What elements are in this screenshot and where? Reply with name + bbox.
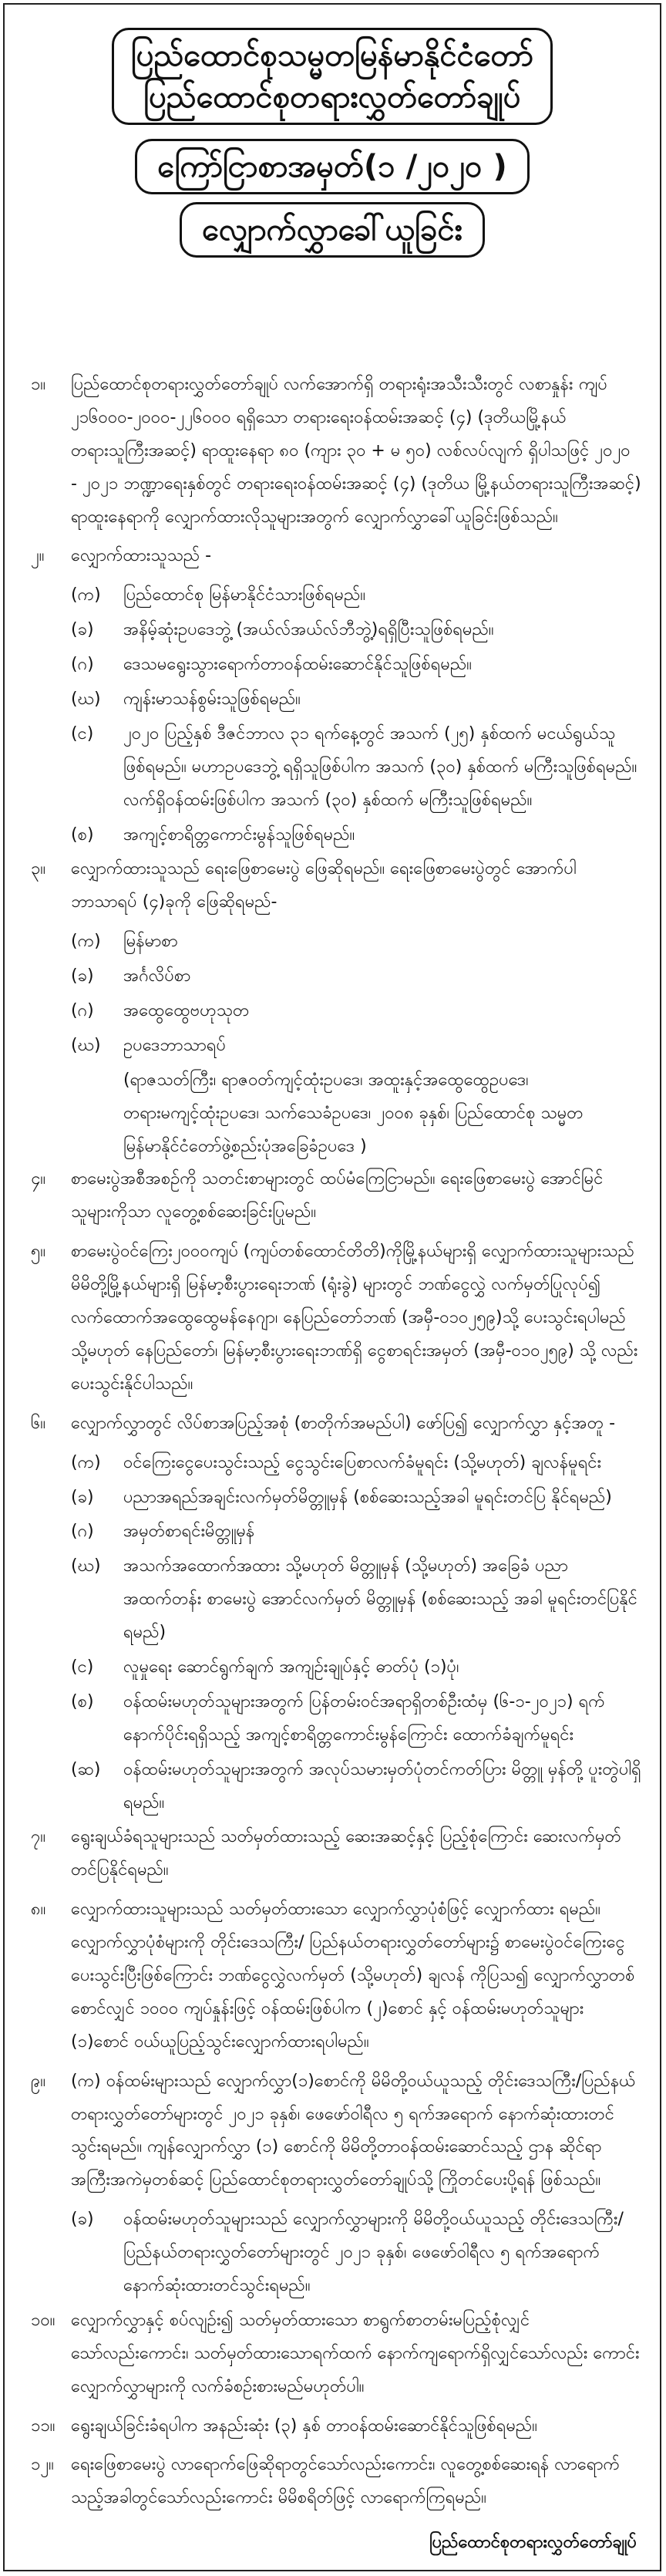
list-item: [31, 1482, 641, 1515]
item-mark: (ခ): [71, 620, 94, 640]
paragraph-1: [31, 369, 641, 534]
item-text: အမှတ်စာရင်းမိတ္တူမှန်: [123, 1522, 255, 1542]
item-mark: (ဂ): [71, 1522, 94, 1542]
list-item: [31, 960, 641, 993]
list-item: [31, 579, 641, 612]
item-text: ဝန်ထမ်းမဟုတ်သူများအတွက် အလုပ်သမားမှတ်ပုံတင်ကတ်ပြား မိတ္တူ မှန်တို့ ပူးတွဲပါရှိရမည်။: [123, 1759, 641, 1812]
list-item: [31, 995, 641, 1028]
paragraph-5: [31, 1236, 641, 1401]
paragraph-number: ၁။: [31, 375, 46, 394]
list-item: [31, 1686, 641, 1752]
item-mark: (စ): [71, 824, 94, 845]
item-mark: (က): [71, 1452, 101, 1472]
item-text: အသက်အထောက်အထား သို့မဟုတ် မိတ္တူမှန် (သို့မဟုတ်) အခြေခံ ပညာအထက်တန်း စာမေးပွဲ အောင်လက်မှတ် မိတ္တူမှန် (စစ်ဆေးသည့် အခါ မူရင်းတင်ပြနိုင်ရမည်): [123, 1556, 637, 1643]
item-text: ဝင်ကြေးငွေပေးသွင်းသည့် ငွေသွင်းပြေစာလက်ခံမူရင်း (သို့မဟုတ်) ချလန်မူရင်း: [123, 1452, 602, 1472]
item-text: ဒေသမရွေးသွားရောက်တာဝန်ထမ်းဆောင်နိုင်သူဖြစ်ရမည်။: [123, 655, 472, 675]
item-mark: (ဂ): [71, 655, 94, 675]
item-mark: (ခ): [71, 966, 94, 986]
list-item: [31, 614, 641, 647]
item-mark: (စ): [71, 1691, 94, 1711]
notice-body: [31, 369, 641, 2521]
item-text: ဥပဒေဘာသာရပ်: [123, 1035, 227, 1055]
paragraph-text: လျှောက်ထားသူသည် -: [71, 546, 212, 566]
item-text: အထွေထွေဗဟုသုတ: [123, 1001, 250, 1021]
item-text: အင်္ဂလိပ်စာ: [123, 966, 191, 986]
list-item: [31, 649, 641, 682]
paragraph-text: စာမေးပွဲအစီအစဉ်ကို သတင်းစာများတွင် ထပ်မံကြေငြာမည်။ ရေးဖြေစာမေးပွဲ အောင်မြင်သူများကိုသာ လူတွေ့စစ်ဆေးခြင်းပြုမည်။: [71, 1169, 604, 1222]
item-mark: (င): [71, 723, 94, 743]
paragraph-number: ၁၂။: [31, 2455, 54, 2475]
item-mark: (င): [71, 1657, 94, 1677]
paragraph-text: စာမေးပွဲဝင်ကြေး၂၀၀၀ကျပ် (ကျပ်တစ်ထောင်တိတိ)ကိုမြို့နယ်များရှိ လျှောက်ထားသူများသည် မိမိတို့မြို့နယ်များရှိ မြန်မာ့စီးပွားရေးဘဏ် (ရုံးခွဲ) များတွင် ဘဏ်ငွေလွှဲ လက်မှတ်ပြုလုပ်၍ လက်ထောက်အထွေထွေမန်နေဂျာ၊ နေပြည်တော်ဘဏ် (အမှီ-၀၁၀၂၅၉)သို့ ပေးသွင်းရပါမည် သို့မဟုတ် နေပြည်တော်၊ မြန်မာ့စီးပွားရေးဘဏ်ရှိ ငွေစာရင်းအမှတ် (အမှီ-၀၁၀၂၅၉) သို့ လည်းပေးသွင်းနိုင်ပါသည်။: [71, 1242, 638, 1394]
item-mark: (ဃ): [71, 1556, 101, 1576]
list-item: [31, 1550, 641, 1650]
list-item: [31, 1447, 641, 1480]
signature: ပြည်ထောင်စုတရားလွှတ်တော်ချုပ်: [429, 2533, 637, 2552]
item-text: ဝန်ထမ်းမဟုတ်သူများအတွက် ပြန်တမ်းဝင်အရာရှိတစ်ဦးထံမှ (၆-၁-၂၀၂၁) ရက် နောက်ပိုင်းရရှိသည့် အကျင့်စာရိတ္တကောင်းမွန်ကြောင်း ထောက်ခံချက်မူရင်း: [123, 1691, 605, 1745]
item-mark: (ခ): [71, 2210, 94, 2230]
paragraph-9: [31, 2065, 641, 2198]
item-mark: (ဃ): [71, 690, 101, 710]
announcement-number: ကြော်ငြာစာအမှတ်(၁ /၂၀၂၀ ): [135, 139, 529, 194]
list-item: [31, 718, 641, 818]
paragraph-number: ၁၀။: [31, 2310, 56, 2330]
paragraph-text: ရေးဖြေစာမေးပွဲ လာရောက်ဖြေဆိုရာတွင်သော်လည်းကောင်း၊ လူတွေ့စစ်ဆေးရန် လာရောက်သည့်အခါတွင်သော်လည်းကောင်း မိမိစရိတ်ဖြင့် လာရောက်ကြရမည်။: [71, 2455, 621, 2508]
paragraph-number: ၃။: [31, 859, 46, 879]
paragraph-text: လျှောက်လွှာတွင် လိပ်စာအပြည့်အစုံ (စာတိုက်အမည်ပါ) ဖော်ပြ၍ လျှောက်လွှာ နှင့်အတူ -: [71, 1413, 616, 1433]
list-item: [31, 2203, 641, 2303]
item-mark: (က): [71, 932, 101, 952]
announcement-title: လျှောက်လွှာခေါ်ယူခြင်း: [180, 202, 485, 258]
paragraph-number: ၄။: [31, 1169, 46, 1189]
paragraph-number: ၉။: [31, 2071, 46, 2091]
item-text: ၂၀၂၀ ပြည့်နှစ် ဒီဇင်ဘာလ ၃၁ ရက်နေ့တွင် အသက် (၂၅) နှစ်ထက် မငယ်ရွယ်သူ ဖြစ်ရမည်။ မဟာဥပဒေဘွဲ့ ရရှိသူဖြစ်ပါက အသက် (၃၀) နှစ်ထက် မကြီးသူဖြစ်ရမည်။ လက်ရှိဝန်ထမ်းဖြစ်ပါက အသက် (၃၀) နှစ်ထက် မကြီးသူဖြစ်ရမည်။: [123, 723, 637, 810]
subject-note: (ရာဇသတ်ကြီး၊ ရာဇဝတ်ကျင့်ထုံးဥပဒေ၊ အထူးနှင့်အထွေထွေဥပဒေ၊ တရားမကျင့်ထုံးဥပဒေ၊ သက်သေခံဥပဒေ၊ ၂၀၀၈ ခုနှစ်၊ ပြည်ထောင်စု သမ္မတမြန်မာနိုင်ငံတော်ဖွဲ့စည်းပုံအခြေခံဥပဒေ ): [123, 1070, 584, 1156]
item-text: လူမှုရေး ဆောင်ရွက်ချက် အကျဉ်းချုပ်နှင့် ဓာတ်ပုံ (၁)ပုံ၊: [123, 1657, 459, 1677]
list-item: [31, 1754, 641, 1820]
list-item: [31, 683, 641, 716]
paragraph-text: ရွေးချယ်ခံရသူများသည် သတ်မှတ်ထားသည့် ဆေးအဆင့်နှင့် ပြည့်စုံကြောင်း ဆေးလက်မှတ် တင်ပြနိုင်ရမည်။: [71, 1827, 621, 1880]
item-text: မြန်မာစာ: [123, 932, 178, 952]
item-mark: (ဃ): [71, 1035, 101, 1055]
header-box: [112, 28, 553, 125]
item-text: ဝန်ထမ်းများသည် လျှောက်လွှာ(၁)စောင်ကို မိမိတို့ဝယ်ယူသည့် တိုင်းဒေသကြီး/ပြည်နယ်တရားလွှတ်တော်များတွင် ၂၀၂၁ ခုနှစ်၊ ဖေဖော်ဝါရီလ ၅ ရက်အရောက် နောက်ဆုံးထားတင်သွင်းရမည်။ ကျန်လျှောက်လွှာ (၁) စောင်ကို မိမိတို့တာဝန်ထမ်းဆောင်သည့် ဌာန ဆိုင်ရာအကြီးအကဲမှတစ်ဆင့် ပြည်ထောင်စုတရားလွှတ်တော်ချုပ်သို့ ကြိုတင်ပေးပို့ရန် ဖြစ်သည်။: [71, 2071, 636, 2190]
list-item: [31, 926, 641, 959]
paragraph-text: ရွေးချယ်ခြင်းခံရပါက အနည်းဆုံး (၃) နှစ် တာဝန်ထမ်းဆောင်နိုင်သူဖြစ်ရမည်။: [71, 2416, 537, 2436]
paragraph-number: ၈။: [31, 1900, 46, 1920]
paragraph-number: ၆။: [31, 1413, 46, 1433]
list-item: [31, 819, 641, 852]
paragraph-11: [31, 2410, 641, 2443]
paragraph-number: ၇။: [31, 1827, 46, 1847]
item-text: ပြည်ထောင်စု မြန်မာနိုင်ငံသားဖြစ်ရမည်။: [123, 585, 366, 605]
paragraph-number: ၂။: [31, 546, 45, 566]
paragraph-text: လျှောက်ထားသူသည် ရေးဖြေစာမေးပွဲ ဖြေဆိုရမည်။ ရေးဖြေစာမေးပွဲတွင် အောက်ပါဘာသာရပ် (၄)ခုကို ဖြေဆိုရမည်-: [71, 859, 577, 912]
item-text: ပညာအရည်အချင်းလက်မှတ်မိတ္တူမှန် (စစ်ဆေးသည့်အခါ မူရင်းတင်ပြ နိုင်ရမည်): [123, 1487, 612, 1507]
paragraph-10: [31, 2305, 641, 2404]
item-mark: (ဂ): [71, 1001, 94, 1021]
item-mark: (က): [71, 2071, 101, 2091]
paragraph-text: လျှောက်ထားသူများသည် သတ်မှတ်ထားသော လျှောက်လွှာပုံစံဖြင့် လျှောက်ထား ရမည်။ လျှောက်လွှာပုံစံများကို တိုင်းဒေသကြီး/ ပြည်နယ်တရားလွှတ်တော်များ၌ စာမေးပွဲဝင်ကြေးငွေ ပေးသွင်းပြီးဖြစ်ကြောင်း ဘဏ်ငွေလွှဲလက်မှတ် (သို့မဟုတ်) ချလန် ကိုပြသ၍ လျှောက်လွှာတစ်စောင်လျှင် ၁၀၀၀ ကျပ်နှုန်းဖြင့် ဝန်ထမ်းဖြစ်ပါက (၂)စောင် နှင့် ဝန်ထမ်းမဟုတ်သူများ (၁)စောင် ဝယ်ယူပြည့်သွင်းလျှောက်ထားရပါမည်။: [71, 1900, 635, 2052]
header: [5, 5, 660, 258]
item-text: အနိမ့်ဆုံးဥပဒေဘွဲ့ (အယ်လ်အယ်လ်ဘီဘွဲ့)ရရှိပြီးသူဖြစ်ရမည်။: [123, 620, 494, 640]
item-mark: (က): [71, 585, 101, 605]
paragraph-text: ပြည်ထောင်စုတရားလွှတ်တော်ချုပ် လက်အောက်ရှိ တရားရုံးအသီးသီးတွင် လစာနှုန်း ကျပ် ၂၁၆၀၀၀-၂၀၀၀-၂၂၆၀၀၀ ရရှိသော တရားရေးဝန်ထမ်းအဆင့် (၄) (ဒုတိယမြို့နယ်တရားသူကြီးအဆင့်) ရာထူးနေရာ ၈၀ (ကျား ၃၀ + မ ၅၀) လစ်လပ်လျက် ရှိပါသဖြင့် ၂၀၂၀ - ၂၀၂၁ ဘဏ္ဍာရေးနှစ်တွင် တရားရေးဝန်ထမ်းအဆင့် (၄) (ဒုတိယ မြို့နယ်တရားသူကြီးအဆင့်) ရာထူးနေရာကို လျှောက်ထားလိုသူများအတွက် လျှောက်လွှာခေါ်ယူခြင်းဖြစ်သည်။: [71, 375, 641, 527]
paragraph-4: [31, 1163, 641, 1229]
item-text: ဝန်ထမ်းမဟုတ်သူများသည် လျှောက်လွှာများကို မိမိတို့ဝယ်ယူသည့် တိုင်းဒေသကြီး/ပြည်နယ်တရားလွှတ်တော်များတွင် ၂၀၂၁ ခုနှစ်၊ ဖေဖော်ဝါရီလ ၅ ရက်အရောက် နောက်ဆုံးထားတင်သွင်းရမည်။: [123, 2210, 624, 2295]
paragraph-text: လျှောက်လွှာနှင့် စပ်လျဉ်း၍ သတ်မှတ်ထားသော စာရွက်စာတမ်းမပြည့်စုံလျှင် သော်လည်းကောင်း၊ သတ်မှတ်ထားသောရက်ထက် နောက်ကျရောက်ရှိလျှင်သော်လည်း ကောင်း လျှောက်လွှာများကို လက်ခံစဉ်းစားမည်မဟုတ်ပါ။: [71, 2310, 640, 2396]
item-text: ကျန်းမာသန်စွမ်းသူဖြစ်ရမည်။: [123, 690, 301, 710]
court-title: ပြည်ထောင်စုတရားလွှတ်တော်ချုပ်: [143, 79, 521, 115]
item-mark: (ဆ): [71, 1759, 101, 1779]
item-text: အကျင့်စာရိတ္တကောင်းမွန်သူဖြစ်ရမည်။: [123, 824, 355, 845]
notice-frame: [3, 3, 661, 2571]
paragraph-6: [31, 1408, 641, 1441]
paragraph-number: ၁၁။: [31, 2416, 56, 2436]
list-item: [31, 1516, 641, 1549]
paragraph-8: [31, 1893, 641, 2058]
paragraph-12: [31, 2449, 641, 2515]
country-title: ပြည်ထောင်စုသမ္မတမြန်မာနိုင်ငံတော်: [131, 38, 533, 73]
item-mark: (ခ): [71, 1487, 94, 1507]
paragraph-3: [31, 853, 641, 919]
paragraph-2: [31, 540, 641, 573]
list-item: [31, 1651, 641, 1684]
paragraph-7: [31, 1821, 641, 1887]
list-item: [31, 1030, 641, 1063]
paragraph-number: ၅။: [31, 1242, 46, 1262]
